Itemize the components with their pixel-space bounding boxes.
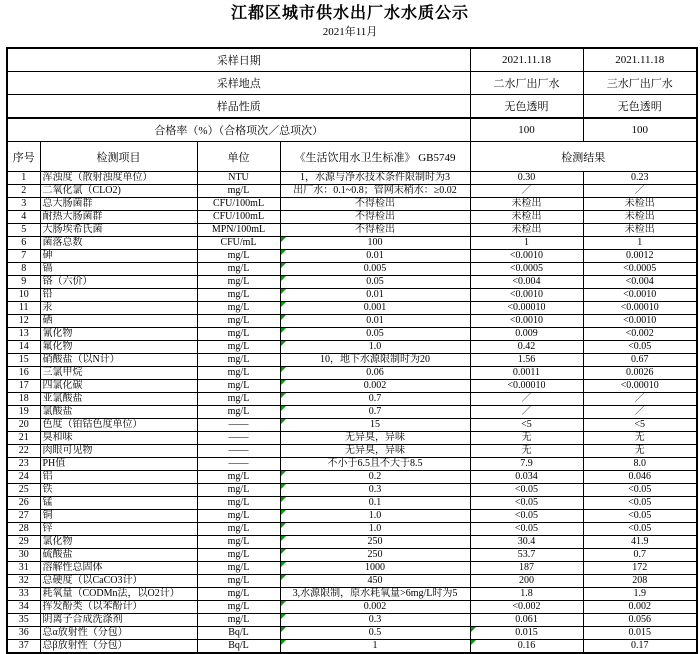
unit-value: mg/L (197, 510, 280, 523)
page-subtitle: 2021年11月 (322, 26, 378, 38)
row-index: 12 (7, 315, 40, 328)
row-index: 3 (7, 198, 40, 211)
test-item-name: 氟化物 (40, 341, 197, 354)
unit-value: mg/L (197, 484, 280, 497)
result-plant3: <0.00010 (583, 380, 697, 393)
unit-value: mg/L (197, 185, 280, 198)
table-row (7, 393, 697, 406)
result-plant3: <0.05 (583, 497, 697, 510)
result-plant2: <0.0010 (470, 289, 583, 302)
row-index: 25 (7, 484, 40, 497)
result-plant2: 未检出 (470, 198, 583, 211)
col-header-item: 检测项目 (40, 142, 197, 172)
col-header-standard: 《生活饮用水卫生标准》 GB5749 (280, 142, 470, 172)
row-index: 7 (7, 250, 40, 263)
test-item-name: 铁 (40, 484, 197, 497)
unit-value: mg/L (197, 263, 280, 276)
table-row (7, 601, 697, 614)
result-plant2: <5 (470, 419, 583, 432)
row-index: 16 (7, 367, 40, 380)
table-row (7, 211, 697, 224)
test-item-name: 锌 (40, 523, 197, 536)
table-row (7, 614, 697, 627)
result-plant2: <0.0005 (470, 263, 583, 276)
standard-limit-with-note-marker: 450 (280, 575, 470, 588)
table-row (7, 237, 697, 250)
unit-value: CFU/100mL (197, 198, 280, 211)
standard-limit-with-note-marker: 0.1 (280, 497, 470, 510)
result-plant3: 0.056 (583, 614, 697, 627)
table-row (7, 406, 697, 419)
row-index: 20 (7, 419, 40, 432)
result-plant2: 0.42 (470, 341, 583, 354)
unit-value: mg/L (197, 588, 280, 601)
result-plant2: <0.004 (470, 276, 583, 289)
table-row (7, 354, 697, 367)
test-item-name: 氯酸盐 (40, 406, 197, 419)
unit-value: mg/L (197, 614, 280, 627)
standard-limit: 不得检出 (280, 198, 470, 211)
result-plant3: ／ (583, 406, 697, 419)
result-plant3: ／ (583, 393, 697, 406)
table-row (7, 523, 697, 536)
sampling-location-label: 采样地点 (7, 72, 470, 95)
table-row (7, 263, 697, 276)
row-index: 8 (7, 263, 40, 276)
test-item-name: 铜 (40, 510, 197, 523)
test-item-name: PH值 (40, 458, 197, 471)
table-row (7, 510, 697, 523)
result-plant3: <0.05 (583, 510, 697, 523)
test-item-name: 亚氯酸盐 (40, 393, 197, 406)
result-plant3: 41.9 (583, 536, 697, 549)
pass-rate-plant2: 100 (470, 118, 583, 142)
result-plant2: ／ (470, 393, 583, 406)
standard-limit-with-note-marker: 250 (280, 549, 470, 562)
table-row (7, 198, 697, 211)
result-plant2: 53.7 (470, 549, 583, 562)
row-index: 37 (7, 640, 40, 654)
result-plant3: 0.046 (583, 471, 697, 484)
unit-value: —— (197, 445, 280, 458)
table-row (7, 276, 697, 289)
table-row (7, 224, 697, 237)
result-plant3: ／ (583, 185, 697, 198)
unit-value: mg/L (197, 393, 280, 406)
result-plant3: 0.002 (583, 601, 697, 614)
unit-value: mg/L (197, 328, 280, 341)
standard-limit-with-note-marker: 1.0 (280, 510, 470, 523)
test-item-name: 铅 (40, 289, 197, 302)
standard-limit-with-note-marker: 15 (280, 419, 470, 432)
row-index: 1 (7, 172, 40, 185)
test-item-name: 肉眼可见物 (40, 445, 197, 458)
result-plant3: <0.00010 (583, 302, 697, 315)
row-index: 34 (7, 601, 40, 614)
result-plant2: 0.034 (470, 471, 583, 484)
table-row (7, 328, 697, 341)
test-item-name: 砷 (40, 250, 197, 263)
standard-limit-with-note-marker: 0.3 (280, 614, 470, 627)
test-item-name: 硝酸盐（以N计） (40, 354, 197, 367)
unit-value: mg/L (197, 354, 280, 367)
standard-limit-with-note-marker: 0.7 (280, 393, 470, 406)
row-index: 18 (7, 393, 40, 406)
sampling-date-label: 采样日期 (7, 48, 470, 72)
standard-limit-with-note-marker: 0.002 (280, 601, 470, 614)
result-plant3: <0.05 (583, 523, 697, 536)
result-plant2: 未检出 (470, 211, 583, 224)
result-plant2: 0.0011 (470, 367, 583, 380)
info-row-sample-nature (7, 95, 697, 119)
water-quality-table (6, 47, 698, 654)
info-row-sampling-date (7, 48, 697, 72)
result-plant2: 0.30 (470, 172, 583, 185)
table-row (7, 458, 697, 471)
test-item-name: 氯化物 (40, 536, 197, 549)
test-item-name: 氰化物 (40, 328, 197, 341)
table-row (7, 536, 697, 549)
row-index: 4 (7, 211, 40, 224)
standard-limit-with-note-marker: 0.01 (280, 315, 470, 328)
unit-value: Bq/L (197, 627, 280, 640)
result-plant2: 0.009 (470, 328, 583, 341)
result-plant2: <0.00010 (470, 380, 583, 393)
result-plant3: 0.67 (583, 354, 697, 367)
result-plant3: 0.0026 (583, 367, 697, 380)
standard-limit: 不得检出 (280, 211, 470, 224)
unit-value: NTU (197, 172, 280, 185)
unit-value: mg/L (197, 276, 280, 289)
unit-value: mg/L (197, 562, 280, 575)
unit-value: mg/L (197, 341, 280, 354)
standard-limit: 10，地下水源限制时为20 (280, 354, 470, 367)
info-row-pass-rate (7, 118, 697, 142)
row-index: 36 (7, 627, 40, 640)
result-plant3: 1 (583, 237, 697, 250)
test-item-name: 硒 (40, 315, 197, 328)
standard-limit-with-note-marker: 0.005 (280, 263, 470, 276)
result-plant2: 30.4 (470, 536, 583, 549)
row-index: 15 (7, 354, 40, 367)
unit-value: mg/L (197, 549, 280, 562)
col-header-result: 检测结果 (470, 142, 697, 172)
result-plant2: 未检出 (470, 224, 583, 237)
row-index: 6 (7, 237, 40, 250)
table-row (7, 627, 697, 640)
result-plant3: <0.05 (583, 484, 697, 497)
test-item-name: 菌落总数 (40, 237, 197, 250)
unit-value: mg/L (197, 367, 280, 380)
test-item-name: 铝 (40, 471, 197, 484)
table-row (7, 172, 697, 185)
standard-limit: 无异臭，异味 (280, 445, 470, 458)
unit-value: mg/L (197, 302, 280, 315)
unit-value: mg/L (197, 575, 280, 588)
standard-limit: 不得检出 (280, 224, 470, 237)
row-index: 21 (7, 432, 40, 445)
result-plant3: 8.0 (583, 458, 697, 471)
row-index: 13 (7, 328, 40, 341)
result-plant2: ／ (470, 185, 583, 198)
pass-rate-plant3: 100 (583, 118, 697, 142)
table-row (7, 341, 697, 354)
result-plant2: <0.05 (470, 484, 583, 497)
test-item-name: 二氧化氯（CLO2) (40, 185, 197, 198)
standard-limit-with-note-marker: 0.002 (280, 380, 470, 393)
unit-value: CFU/100mL (197, 211, 280, 224)
result-plant2: 1.56 (470, 354, 583, 367)
table-row (7, 497, 697, 510)
row-index: 26 (7, 497, 40, 510)
result-plant2: <0.05 (470, 510, 583, 523)
result-plant3: <0.004 (583, 276, 697, 289)
table-row (7, 302, 697, 315)
table-head-section (7, 48, 697, 172)
table-row (7, 380, 697, 393)
result-plant2: 1 (470, 237, 583, 250)
result-plant2: 无 (470, 432, 583, 445)
result-plant3: 未检出 (583, 211, 697, 224)
row-index: 14 (7, 341, 40, 354)
page-title: 江都区城市供水出厂水水质公示 (230, 5, 469, 22)
result-plant3: 无 (583, 432, 697, 445)
result-plant2: <0.0010 (470, 250, 583, 263)
row-index: 33 (7, 588, 40, 601)
table-row (7, 562, 697, 575)
test-item-name: 大肠埃希氏菌 (40, 224, 197, 237)
unit-value: CFU/mL (197, 237, 280, 250)
result-plant2: 7.9 (470, 458, 583, 471)
unit-value: mg/L (197, 315, 280, 328)
unit-value: mg/L (197, 250, 280, 263)
row-index: 10 (7, 289, 40, 302)
unit-value: —— (197, 458, 280, 471)
test-item-name: 总β放射性（分包） (40, 640, 197, 654)
result-plant3: <0.0005 (583, 263, 697, 276)
result-plant2-with-note-marker: 0.16 (470, 640, 583, 654)
standard-limit-with-note-marker: 0.3 (280, 484, 470, 497)
test-item-name: 浑浊度（散射浊度单位） (40, 172, 197, 185)
result-plant3: 未检出 (583, 224, 697, 237)
row-index: 30 (7, 549, 40, 562)
standard-limit-with-note-marker: 100 (280, 237, 470, 250)
result-plant3: <0.0010 (583, 289, 697, 302)
standard-limit-with-note-marker: 1 (280, 640, 470, 654)
row-index: 35 (7, 614, 40, 627)
table-row (7, 367, 697, 380)
unit-value: mg/L (197, 497, 280, 510)
test-item-name: 总硬度（以CaCO3计） (40, 575, 197, 588)
standard-limit-with-note-marker: 250 (280, 536, 470, 549)
result-plant3: 0.7 (583, 549, 697, 562)
table-row (7, 640, 697, 654)
unit-value: Bq/L (197, 640, 280, 654)
standard-limit-with-note-marker: 0.7 (280, 406, 470, 419)
test-item-name: 三氯甲烷 (40, 367, 197, 380)
result-plant2: 1.8 (470, 588, 583, 601)
table-row (7, 588, 697, 601)
sample-nature-label: 样品性质 (7, 95, 470, 119)
table-row (7, 484, 697, 497)
row-index: 28 (7, 523, 40, 536)
unit-value: mg/L (197, 523, 280, 536)
row-index: 24 (7, 471, 40, 484)
result-plant2-with-note-marker: 0.015 (470, 627, 583, 640)
unit-value: —— (197, 432, 280, 445)
result-plant2: <0.0010 (470, 315, 583, 328)
row-index: 31 (7, 562, 40, 575)
standard-limit-with-note-marker: 0.01 (280, 250, 470, 263)
unit-value: mg/L (197, 536, 280, 549)
standard-limit-with-note-marker: 0.06 (280, 367, 470, 380)
standard-limit: 出厂水：0.1~0.8；管网末稍水：≥0.02 (280, 185, 470, 198)
row-index: 32 (7, 575, 40, 588)
standard-limit-with-note-marker: 0.05 (280, 276, 470, 289)
result-plant2: 无 (470, 445, 583, 458)
info-row-sampling-location (7, 72, 697, 95)
pass-rate-label: 合格率（%）（合格项次／总项次） (7, 118, 470, 142)
result-plant2: <0.05 (470, 523, 583, 536)
row-index: 17 (7, 380, 40, 393)
result-plant2: ／ (470, 406, 583, 419)
table-row (7, 289, 697, 302)
row-index: 29 (7, 536, 40, 549)
result-plant3: <0.002 (583, 328, 697, 341)
column-header-row (7, 142, 697, 172)
result-plant3: 172 (583, 562, 697, 575)
test-item-name: 总大肠菌群 (40, 198, 197, 211)
standard-limit-with-note-marker: 0.01 (280, 289, 470, 302)
test-item-name: 镉 (40, 263, 197, 276)
unit-value: MPN/100mL (197, 224, 280, 237)
result-plant3: 0.17 (583, 640, 697, 654)
test-item-name: 挥发酚类（以苯酚计） (40, 601, 197, 614)
test-item-name: 色度（铂钴色度单位） (40, 419, 197, 432)
standard-limit-with-note-marker: 0.2 (280, 471, 470, 484)
result-plant3: <0.0010 (583, 315, 697, 328)
standard-limit-with-note-marker: 0.001 (280, 302, 470, 315)
test-item-name: 总α放射性（分包） (40, 627, 197, 640)
row-index: 9 (7, 276, 40, 289)
result-plant3: <5 (583, 419, 697, 432)
table-row (7, 250, 697, 263)
test-item-name: 溶解性总固体 (40, 562, 197, 575)
result-plant3: <0.05 (583, 341, 697, 354)
test-item-name: 汞 (40, 302, 197, 315)
unit-value: —— (197, 419, 280, 432)
unit-value: mg/L (197, 406, 280, 419)
sampling-date-plant3: 2021.11.18 (583, 48, 697, 72)
test-item-name: 四氯化碳 (40, 380, 197, 393)
standard-limit-with-note-marker: 1.0 (280, 523, 470, 536)
table-row (7, 315, 697, 328)
test-item-name: 硫酸盐 (40, 549, 197, 562)
row-index: 22 (7, 445, 40, 458)
table-row (7, 445, 697, 458)
table-row (7, 471, 697, 484)
sampling-location-plant2: 二水厂出厂水 (470, 72, 583, 95)
table-row (7, 549, 697, 562)
test-item-name: 阴离子合成洗涤剂 (40, 614, 197, 627)
result-plant3: 0.23 (583, 172, 697, 185)
col-header-no: 序号 (7, 142, 40, 172)
row-index: 19 (7, 406, 40, 419)
row-index: 5 (7, 224, 40, 237)
test-item-name: 耗氧量（CODMn法，以O2计） (40, 588, 197, 601)
test-item-name: 臭和味 (40, 432, 197, 445)
col-header-unit: 单位 (197, 142, 280, 172)
result-plant2: 187 (470, 562, 583, 575)
standard-limit: 不小于6.5且不大于8.5 (280, 458, 470, 471)
result-plant2: 0.061 (470, 614, 583, 627)
test-item-name: 铬（六价） (40, 276, 197, 289)
result-plant3: 208 (583, 575, 697, 588)
test-item-name: 锰 (40, 497, 197, 510)
standard-limit-with-note-marker: 1000 (280, 562, 470, 575)
result-plant3: 无 (583, 445, 697, 458)
table-row (7, 432, 697, 445)
standard-limit: 3,水源限制，原水耗氧量>6mg/L时为5 (280, 588, 470, 601)
result-plant3: 0.015 (583, 627, 697, 640)
unit-value: mg/L (197, 380, 280, 393)
table-row (7, 419, 697, 432)
unit-value: mg/L (197, 601, 280, 614)
result-plant3: 未检出 (583, 198, 697, 211)
standard-limit: 无异臭，异味 (280, 432, 470, 445)
result-plant3: 1.9 (583, 588, 697, 601)
row-index: 27 (7, 510, 40, 523)
unit-value: mg/L (197, 471, 280, 484)
unit-value: mg/L (197, 289, 280, 302)
standard-limit: 1，水源与净水技术条件限制时为3 (280, 172, 470, 185)
row-index: 23 (7, 458, 40, 471)
sample-nature-plant2: 无色透明 (470, 95, 583, 119)
result-plant2: 200 (470, 575, 583, 588)
sample-nature-plant3: 无色透明 (583, 95, 697, 119)
standard-limit-with-note-marker: 1.0 (280, 341, 470, 354)
result-plant2: <0.00010 (470, 302, 583, 315)
result-plant2: <0.05 (470, 497, 583, 510)
test-item-name: 耐热大肠菌群 (40, 211, 197, 224)
result-plant2: <0.002 (470, 601, 583, 614)
result-plant3: 0.0012 (583, 250, 697, 263)
standard-limit-with-note-marker: 0.5 (280, 627, 470, 640)
standard-limit-with-note-marker: 0.05 (280, 328, 470, 341)
row-index: 2 (7, 185, 40, 198)
sampling-location-plant3: 三水厂出厂水 (583, 72, 697, 95)
table-row (7, 575, 697, 588)
sampling-date-plant2: 2021.11.18 (470, 48, 583, 72)
table-row (7, 185, 697, 198)
results-table-body (7, 172, 697, 654)
row-index: 11 (7, 302, 40, 315)
